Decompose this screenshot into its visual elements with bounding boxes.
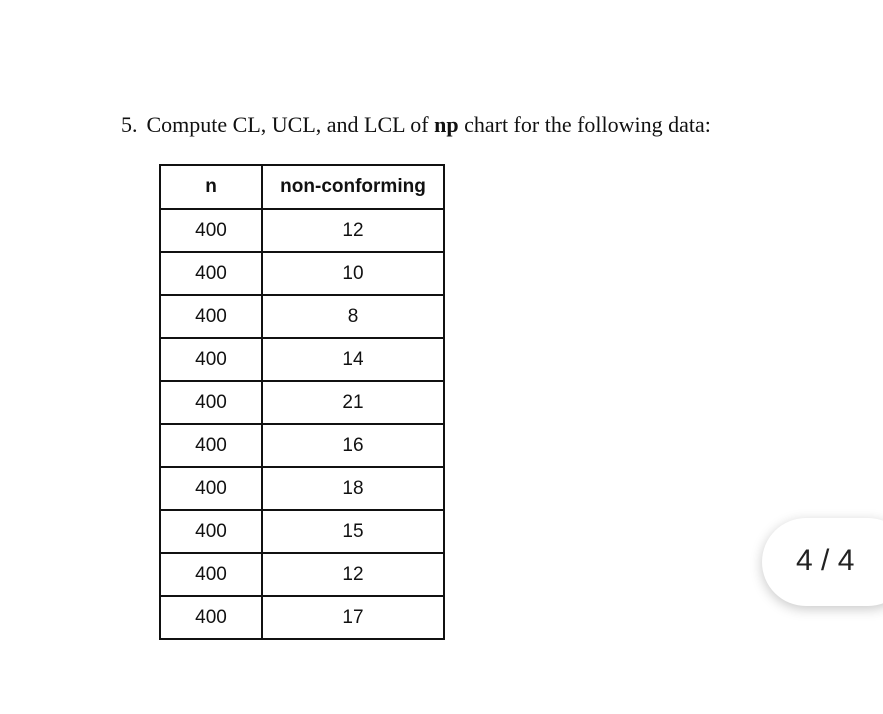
- cell-n: 400: [160, 252, 262, 295]
- page-indicator-label: 4 / 4: [796, 544, 855, 577]
- table-row: [160, 338, 444, 381]
- cell-non-conforming: 15: [262, 510, 444, 553]
- cell-non-conforming: 12: [262, 553, 444, 596]
- cell-n: 400: [160, 510, 262, 553]
- table-row: [160, 467, 444, 510]
- cell-n: 400: [160, 553, 262, 596]
- header-non-conforming: non-conforming: [262, 165, 444, 209]
- cell-n: 400: [160, 467, 262, 510]
- cell-non-conforming: 17: [262, 596, 444, 639]
- question-text-bold: np: [434, 112, 459, 137]
- cell-n: 400: [160, 209, 262, 252]
- cell-n: 400: [160, 424, 262, 467]
- cell-non-conforming: 12: [262, 209, 444, 252]
- table-row: [160, 510, 444, 553]
- table-row: [160, 553, 444, 596]
- cell-non-conforming: 8: [262, 295, 444, 338]
- cell-non-conforming: 10: [262, 252, 444, 295]
- table-header-row: [160, 165, 444, 209]
- cell-non-conforming: 21: [262, 381, 444, 424]
- table-row: [160, 252, 444, 295]
- header-n: n: [160, 165, 262, 209]
- page-indicator: [762, 518, 883, 606]
- question-text: [121, 112, 711, 138]
- table-row: [160, 596, 444, 639]
- cell-n: 400: [160, 338, 262, 381]
- cell-non-conforming: 16: [262, 424, 444, 467]
- table-row: [160, 424, 444, 467]
- cell-n: 400: [160, 295, 262, 338]
- cell-non-conforming: 18: [262, 467, 444, 510]
- question-text-after: chart for the following data:: [464, 112, 711, 137]
- question-number: 5.: [121, 112, 138, 137]
- data-table: [159, 164, 445, 640]
- table-row: [160, 295, 444, 338]
- cell-non-conforming: 14: [262, 338, 444, 381]
- cell-n: 400: [160, 381, 262, 424]
- table-row: [160, 381, 444, 424]
- cell-n: 400: [160, 596, 262, 639]
- table-row: [160, 209, 444, 252]
- question-text-before: Compute CL, UCL, and LCL of: [146, 112, 429, 137]
